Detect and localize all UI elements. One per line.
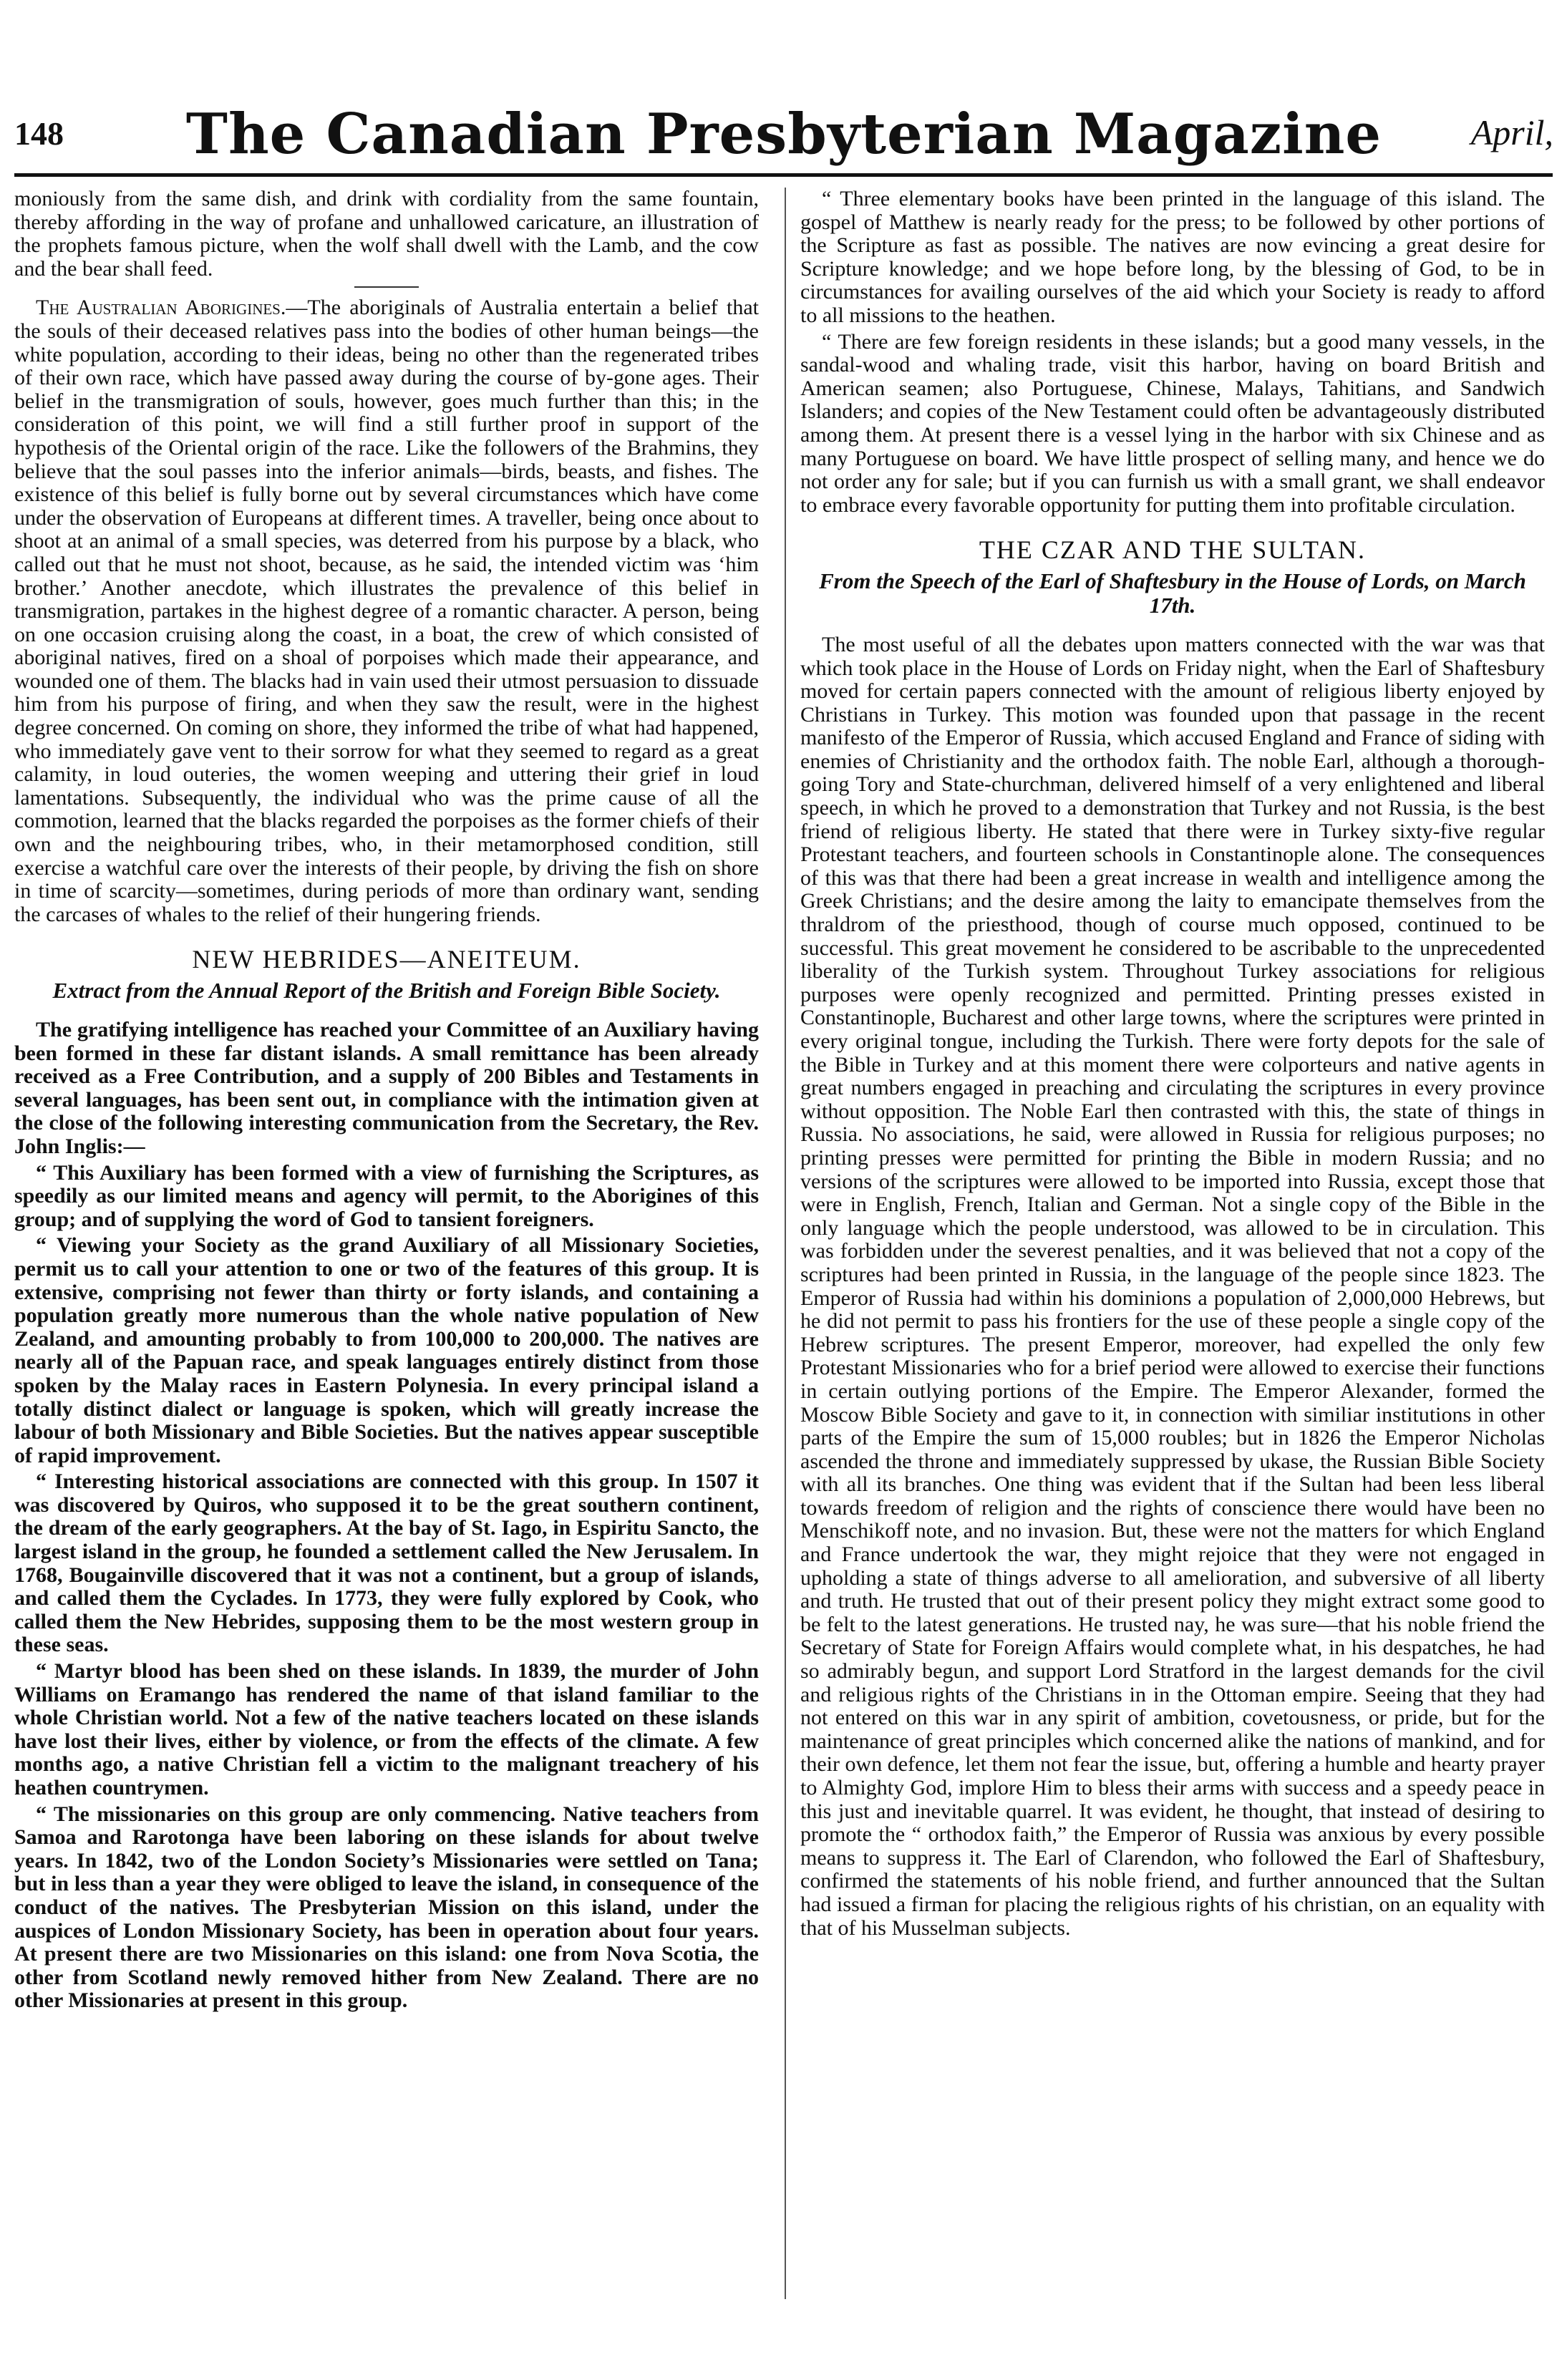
left-paragraph-3: The gratifying intelligence has reached your Committee of an Auxiliary having been formed in these far distant islands. A small remittance has been already received as a Free Contribution, and a supply of 200 Bibles and Testaments in several languages, has been sent out, in compliance with the intimation given at the close of the following interesting communication from the Secretary, the Rev. John Inglis:— — [14, 1018, 759, 1158]
left-column — [14, 188, 759, 2016]
left-paragraph-2 — [14, 296, 759, 926]
right-paragraph-1: “ Three elementary books have been printed in the language of this island. The gospel of Matthew is nearly ready for the press; to be followed by other portions of the Scripture as fast as possible. The natives are now evincing a great desire for Scripture knowledge; and we hope before long, by the blessing of God, to be in circumstances for availing ourselves of the aid which your Society is ready to afford to all missions to the heathen. — [800, 187, 1545, 327]
new-hebrides-subheading: Extract from the Annual Report of the British and Foreign Bible Society. — [52, 978, 721, 1003]
left-paragraph-7: “ Martyr blood has been shed on these islands. In 1839, the murder of John Williams on Eramango has rendered the name of that island familiar to the whole Christian world. Not a few of the native teachers located on these islands have lost their lives, either by violence, or from the effects of the climate. A few months ago, a native Christian fell a victim to the malignant treachery of his heathen countrymen. — [14, 1659, 759, 1799]
header-rule — [14, 173, 1553, 177]
left-paragraph-4: “ This Auxiliary has been formed with a view of furnishing the Scriptures, as speedily as our limited means and agency will permit, to the Aborigines of this group; and of supplying the word of God to tansient foreigners. — [14, 1160, 759, 1231]
left-paragraph-6: “ Interesting historical associations are connected with this group. In 1507 it was discovered by Quiros, who supposed it to be the great southern continent, the dream of the early geographers. At the bay of St. Iago, in Espiritu Sancto, the largest island in the group, he founded a settlement called the New Jerusalem. In 1768, Bougainville discovered that it was not a continent, but a group of islands, and called them the Cyclades. In 1773, they were fully explored by Cook, who called them the New Hebrides, supposing them to be the most western group in these seas. — [14, 1470, 759, 1657]
right-column — [800, 188, 1545, 1943]
page-header — [14, 86, 1553, 172]
left-paragraph-5: “ Viewing your Society as the grand Auxiliary of all Missionary Societies, permit us to call your attention to one or two of the features of this group. It is extensive, comprising not fewer than thirty or forty islands, and containing a population greatly more numerous than the whole native population of New Zealand, and amounting probably to from 100,000 to 200,000. The natives are nearly all of the Papuan race, and speak languages entirely distinct from those spoken by the Malay races in Eastern Polynesia. In every principal island a totally distinct dialect or language is spoken, which will greatly increase the labour of both Missionary and Bible Societies. But the natives appear susceptible of rapid improvement. — [14, 1233, 759, 1467]
czar-sultan-subheading: From the Speech of the Earl of Shaftesbury in the House of Lords, on March 17th. — [819, 568, 1526, 618]
right-paragraph-2: “ There are few foreign residents in these islands; but a good many vessels, in the sandal-wood and whaling trade, visit this harbor, having on board British and American seamen; also Portuguese, Chinese, Malays, Tahitians, and Sandwich Islanders; and copies of the New Testament could often be advantageously distributed among them. At present there is a vessel lying in the harbor with six Chinese and as many Portuguese on board. We have little prospect of selling many, and hence we do not order any for sale; but if you can furnish us with a small grant, we shall endeavor to embrace every favorable opportunity for putting them into profitable circulation. — [800, 329, 1545, 517]
right-paragraph-3: The most useful of all the debates upon matters connected with the war was that which took place in the House of Lords on Friday night, when the Earl of Shaftesbury moved for certain papers connected with the amount of religious liberty enjoyed by Christians in Turkey. This motion was founded upon that passage in the recent manifesto of the Emperor of Russia, which accused England and France of siding with enemies of Christianity and the orthodox faith. The noble Earl, although a thorough-going Tory and State-churchman, delivered himself of a very enlightened and liberal speech, in which he proved to a demonstration that Turkey and not Russia, is the best friend of religious liberty. He stated that there were in Turkey sixty-five regular Protestant teachers, and fourteen schools in Constantinople alone. The consequences of this was that there had been a great increase in wealth and intelligence among the Greek Christians; and the desire among the laity to emancipate themselves from the thraldrom of the priesthood, though of course much opposed, continued to be successful. This great movement he considered to be ascribable to the unprecedented liberality of the Turkish system. Throughout Turkey associations for religious purposes were openly recognized and permitted. Printing presses existed in Constantinople, Bucharest and other large towns, where the scriptures were printed in every original tongue, including the Turkish. There were forty depots for the sale of the Bible in Turkey and at this moment there were colporteurs and native agents in great numbers engaged in preaching and circulating the scriptures in every province without opposition. The Noble Earl then contrasted with this, the state of things in Russia. No associations, he said, were allowed in Russia for religious purposes; no printing presses were permitted for printing the Bible in modern Russia; and no versions of the scriptures were allowed to be imported into Russia, except those that were in English, French, Italian and German. Not a single copy of the Bible in the only language which the people understood, was allowed to be in circulation. This was forbidden under the severest penalties, and it was believed that not a copy of the scriptures had been printed in Russia, in the language of the people since 1823. The Emperor of Russia had within his dominions a population of 2,000,000 Hebrews, but he did not permit to pass his frontiers for the use of these people a single copy of the Hebrew scriptures. The present Emperor, moreover, had expelled the only few Protestant Missionaries who for a brief period were allowed to exercise their functions in certain outlying portions of the Empire. The Emperor Alexander, formed the Moscow Bible Society and gave to it, in connection with similiar institutions in other parts of the Empire the sum of 15,000 roubles; but in 1826 the Emperor Nicholas ascended the throne and immediately suppressed by ukase, the Russian Bible Society with all its branches. One thing was evident that if the Sultan had been less liberal towards freedom of religion and the rights of conscience there would have been no Menschikoff note, and no invasion. But, these were not the matters for which England and France undertook the war, they might rejoice that they were not engaged in upholding a state of things adverse to all amelioration, and subversive of all liberty and truth. He trusted that out of their present policy they might extract some good to be felt to the latest generations. He trusted nay, he was sure—that his noble friend the Secretary of State for Foreign Affairs would complete what, in his despatches, he had so admirably begun, and support Lord Stratford in the largest demands for the civil and religious rights of the Christians in in the Ottoman empire. Seeing that they had not entered on this war in any spirit of ambition, covetousness, or pride, but for the maintenance of great principles which concerned alike the nations of mankind, and for their own defence, let them not fear the issue, but, offering a humble and hearty prayer to Almighty God, implore Him to bless their arms with success and a speedy peace in this just and inevitable quarrel. It was evident, he thought, that instead of desiring to promote the “ orthodox faith,” the Emperor of Russia was anxious by every possible means to suppress it. The Earl of Clarendon, who followed the Earl of Shaftesbury, confirmed the statements of his noble friend, and further announced that the Sultan had issued a firman for placing the religious rights of his christian, on an equality with that of his Musselman subjects. — [800, 632, 1545, 1940]
page-number: 148 — [14, 115, 64, 152]
left-paragraph-1: moniously from the same dish, and drink with cordiality from the same fountain, thereby affording in the way of profane and unhallowed caricature, an illustration of the prophets famous picture, when the wolf shall dwell with the Lamb, and the cow and the bear shall feed. — [14, 187, 759, 281]
column-divider — [785, 188, 786, 2299]
running-month: April, — [1470, 112, 1553, 152]
running-title: The Canadian Presbyterian Magazine — [185, 102, 1382, 167]
australian-aborigines-text: —The aboriginals of Australia entertain a belief that the souls of their deceased relatives pass into the bodies of other human beings—the white population, according to their ideas, being no other than the regenerated tribes of their own race, which have passed away during the course of by-gone ages. Their belief in the transmigration of souls, however, goes much further than this; in the consideration of this point, we will find a still further proof in support of the hypothesis of the Oriental origin of the race. Like the followers of the Brahmins, they believe that the soul passes into the inferior animals—birds, beasts, and fishes. The existence of this belief is fully borne out by several circumstances which have come under the observation of Europeans at different times. A traveller, being once about to shoot at an animal of a small species, was deterred from his purpose by a black, who called out that he must not shoot, because, as he said, the intended victim was ‘him brother.’ Another anecdote, which illustrates the prevalence of this belief in transmigration, partakes in the highest degree of a romantic character. A person, being on one occasion cruising along the coast, in a boat, the crew of which consisted of aboriginal natives, fired on a shoal of porpoises which made their appearance, and wounded one of them. The blacks had in vain used their utmost persuasion to dissuade him from his purpose of firing, and when they saw the result, were in the highest degree concerned. On coming on shore, they informed the tribe of what had happened, who immediately gave vent to their sorrow for what they seemed to regard as a great calamity, in loud outeries, the women weeping and uttering their grief in loud lamentations. Subsequently, the individual who was the prime cause of all the commotion, learned that the blacks regarded the porpoises as the former chiefs of their own and the neighbouring tribes, who, in their metamorphosed condition, still exercise a watchful care over the interests of their people, by driving the fish on shore in time of scarcity—sometimes, during periods of more than ordinary want, sending the carcases of whales to the relief of their hungering friends. — [14, 296, 759, 926]
australian-aborigines-lead: The Australian Aborigines. — [36, 296, 286, 320]
new-hebrides-heading: NEW HEBRIDES—ANEITEUM. — [192, 945, 581, 974]
section-divider — [354, 286, 419, 288]
left-paragraph-8: “ The missionaries on this group are only commencing. Native teachers from Samoa and Rarotonga have been laboring on these islands for about twelve years. In 1842, two of the London Society’s Missionaries were settled on Tana; but in less than a year they were obliged to leave the island, in consequence of the conduct of the natives. The Presbyterian Mission on this island, under the auspices of London Missionary Society, has been in operation about four years. At present there are two Missionaries on this island: one from Nova Scotia, the other from Scotland newly removed hither from New Zealand. There are no other Missionaries at present in this group. — [14, 1802, 759, 2013]
czar-sultan-heading: THE CZAR AND THE SULTAN. — [979, 535, 1367, 565]
